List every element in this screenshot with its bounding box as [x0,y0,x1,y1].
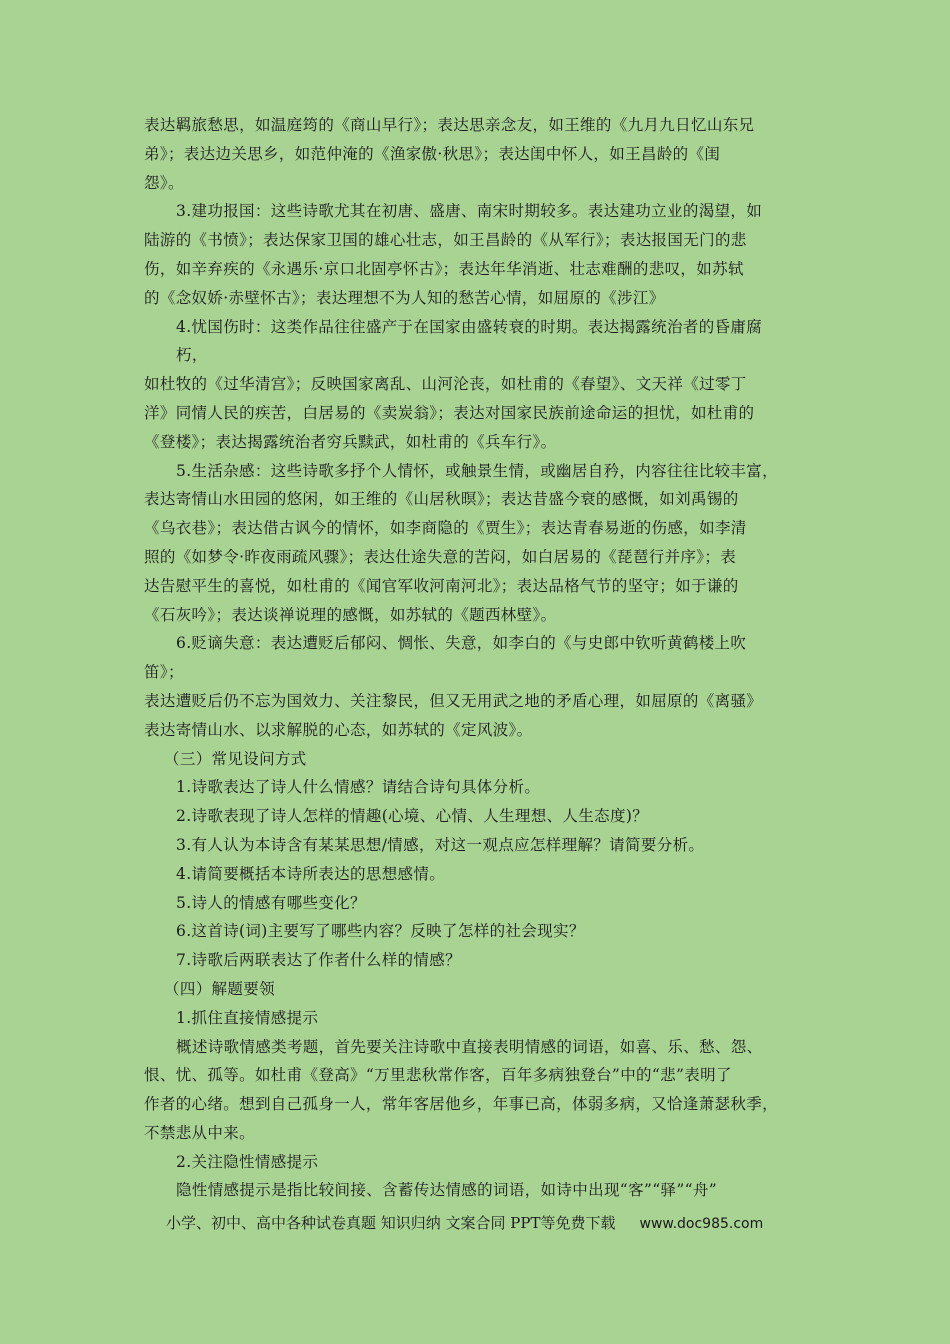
text-line: 表达遭贬后仍不忘为国效力、关注黎民，但又无用武之地的矛盾心理，如屈原的《离骚》 [144,691,763,710]
text-line: 弟》；表达边关思乡，如范仲淹的《渔家傲·秋思》；表达闺中怀人，如王昌龄的《闺 [144,144,721,163]
question-item: 4.请简要概括本诗所表达的思想感情。 [176,864,446,883]
section-item: 3.建功报国：这些诗歌尤其在初唐、盛唐、南宋时期较多。表达建功立业的渴望，如 [176,202,763,221]
text-line: 不禁悲从中来。 [144,1123,255,1142]
text-line: 笛》； [144,663,184,682]
section-item: 5.生活杂感：这些诗歌多抒个人情怀，或触景生情，或幽居自矜，内容往往比较丰富， [176,461,778,480]
footer-site-link[interactable]: www.doc985.com [639,1216,764,1232]
text-line: 伤，如辛弃疾的《永遇乐·京口北固亭怀古》；表达年华消逝、壮志难酬的悲叹，如苏轼 [144,259,744,278]
subsection-heading: 1.抓住直接情感提示 [176,1008,319,1027]
section-heading: （三）常见设问方式 [164,749,307,768]
text-line: 表达寄情山水田园的悠闲，如王维的《山居秋暝》；表达昔盛今衰的感慨，如刘禹锡的 [144,490,739,509]
question-item: 1.诗歌表达了诗人什么情感？请结合诗句具体分析。 [176,778,541,797]
text-line: 怨》。 [144,173,184,192]
text-line: 《石灰吟》；表达谈禅说理的感慨，如苏轼的《题西林壁》。 [144,605,557,624]
text-line: 照的《如梦令·昨夜雨疏风骤》；表达仕途失意的苦闷，如白居易的《琵琶行并序》；表 [144,547,737,566]
text-line: 作者的心绪。想到自己孤身一人，常年客居他乡，年事已高，体弱多病，又恰逢萧瑟秋季， [144,1095,779,1114]
question-item: 5.诗人的情感有哪些变化？ [176,893,366,912]
question-item: 3.有人认为本诗含有某某思想/情感，对这一观点应怎样理解？请简要分析。 [176,835,705,854]
text-line: 的《念奴娇·赤壁怀古》；表达理想不为人知的愁苦心情，如屈原的《涉江》 [144,288,665,307]
text-line: 达告慰平生的喜悦，如杜甫的《闻官军收河南河北》；表达品格气节的坚守；如于谦的 [144,576,739,595]
question-item: 6.这首诗(词)主要写了哪些内容？反映了怎样的社会现实？ [176,922,585,941]
text-line: 朽， [176,346,208,365]
page-footer [166,1209,866,1238]
text-line: 《登楼》；表达揭露统治者穷兵黩武，如杜甫的《兵车行》。 [144,432,557,451]
document-body [144,111,809,1205]
text-line: 表达羁旅愁思，如温庭筠的《商山早行》；表达思亲念友，如王维的《九月九日忆山东兄 [144,116,755,134]
text-line: 洋》同情人民的疾苦，白居易的《卖炭翁》；表达对国家民族前途命运的担忧，如杜甫的 [144,403,755,422]
subsection-heading: 2.关注隐性情感提示 [176,1152,319,1171]
text-line: 恨、忧、孤等。如杜甫《登高》“万里悲秋常作客，百年多病独登台”中的“悲”表明了 [144,1066,732,1085]
text-line: 隐性情感提示是指比较间接、含蓄传达情感的词语，如诗中出现“客”“驿”“舟” [176,1181,717,1200]
text-line: 如杜牧的《过华清宫》；反映国家离乱、山河沦丧，如杜甫的《春望》、文天祥《过零丁 [144,375,747,394]
text-line: 《乌衣巷》；表达借古讽今的情怀，如李商隐的《贾生》；表达青春易逝的伤感，如李清 [144,519,747,538]
section-heading: （四）解题要领 [164,979,275,998]
text-line: 概述诗歌情感类考题，首先要关注诗歌中直接表明情感的词语，如喜、乐、愁、怨、 [176,1037,763,1056]
section-item: 4.忧国伤时：这类作品往往盛产于在国家由盛转衰的时期。表达揭露统治者的昏庸腐 [176,317,763,336]
section-item: 6.贬谪失意：表达遭贬后郁闷、惆怅、失意，如李白的《与史郎中钦听黄鹤楼上吹 [176,634,747,653]
question-item: 2.诗歌表现了诗人怎样的情趣(心境、心情、人生理想、人生态度)？ [176,807,649,826]
question-item: 7.诗歌后两联表达了作者什么样的情感？ [176,951,461,970]
footer-text: 小学、初中、高中各种试卷真题 知识归纳 文案合同 PPT等免费下载 [166,1214,616,1232]
text-line: 表达寄情山水、以求解脱的心态，如苏轼的《定风波》。 [144,720,533,739]
text-line: 陆游的《书愤》；表达保家卫国的雄心壮志，如王昌龄的《从军行》；表达报国无门的悲 [144,231,747,250]
